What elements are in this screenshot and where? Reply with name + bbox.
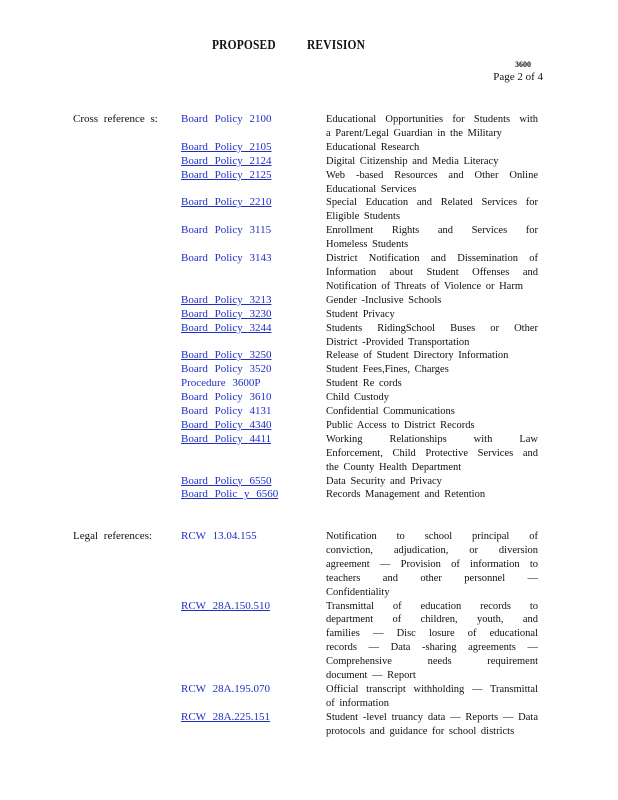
cross-ref-link[interactable]: Board Policy 3115 bbox=[181, 224, 272, 237]
cross-ref-description-line: Educational Research bbox=[326, 141, 420, 153]
cross-ref-row bbox=[0, 252, 618, 294]
cross-ref-description-line: Student Fees,Fines, Charges bbox=[326, 364, 449, 376]
cross-ref-description bbox=[326, 363, 538, 377]
title-revision: REVISION bbox=[306, 38, 366, 53]
cross-references-section bbox=[0, 113, 618, 502]
cross-ref-description bbox=[326, 294, 538, 308]
cross-ref-description-line: District -Provided Transportation bbox=[326, 336, 470, 348]
cross-ref-link[interactable]: Board Policy 4340 bbox=[181, 418, 272, 431]
legal-ref-description-line: teachers and other personnel — bbox=[326, 572, 538, 584]
cross-ref-row bbox=[0, 155, 618, 169]
cross-ref-description-line: Notification of Threats of Violence or Harm bbox=[326, 280, 524, 292]
legal-ref-row bbox=[0, 683, 618, 711]
cross-ref-description-line: a Parent/Legal Guardian in the Military bbox=[326, 127, 502, 139]
legal-ref-row bbox=[0, 530, 618, 600]
legal-ref-row bbox=[0, 711, 618, 739]
cross-ref-row bbox=[0, 391, 618, 405]
cross-ref-description-line: Child Custody bbox=[326, 392, 389, 404]
cross-ref-description-line: Release of Student Directory Information bbox=[326, 350, 509, 362]
cross-ref-description-line: Enrollment Rights and Services for bbox=[326, 225, 538, 237]
legal-references-section bbox=[0, 530, 618, 739]
legal-ref-description-line: agreement — Provision of information to bbox=[326, 558, 538, 570]
legal-ref-description bbox=[326, 600, 538, 683]
cross-ref-row bbox=[0, 433, 618, 475]
cross-ref-row bbox=[0, 322, 618, 350]
legal-ref-description-line: Notification to school principal of bbox=[326, 531, 538, 542]
cross-ref-row bbox=[0, 308, 618, 322]
cross-ref-description-line: Public Access to District Records bbox=[326, 419, 475, 431]
cross-ref-description-line: Student Re cords bbox=[326, 378, 402, 390]
legal-ref-row bbox=[0, 600, 618, 683]
cross-ref-row bbox=[0, 224, 618, 252]
cross-ref-description bbox=[326, 405, 538, 419]
cross-ref-description bbox=[326, 196, 538, 224]
cross-ref-description-line: Digital Citizenship and Media Literacy bbox=[326, 155, 499, 167]
cross-ref-description-line: Special Education and Related Services for bbox=[326, 197, 538, 209]
cross-ref-link[interactable]: Board Policy 2124 bbox=[181, 154, 272, 167]
legal-ref-description-line: conviction, adjudication, or diversion bbox=[326, 544, 538, 556]
cross-ref-description-line: Educational Opportunities for Students with bbox=[326, 114, 538, 125]
legal-ref-description-line: protocols and guidance for school districts bbox=[326, 725, 515, 737]
cross-ref-link[interactable]: Board Policy 2125 bbox=[181, 168, 272, 181]
legal-ref-description-line: Confidentiality bbox=[326, 586, 390, 598]
legal-ref-description-line: of information bbox=[326, 697, 389, 709]
cross-ref-row bbox=[0, 419, 618, 433]
legal-ref-description-line: Comprehensive needs requirement bbox=[326, 656, 538, 668]
cross-ref-row bbox=[0, 349, 618, 363]
cross-ref-description-line: Student Privacy bbox=[326, 308, 395, 320]
cross-ref-description-line: District Notification and Dissemination of bbox=[326, 253, 538, 265]
cross-ref-row bbox=[0, 363, 618, 377]
cross-references-label: Cross reference s: bbox=[73, 113, 158, 125]
cross-ref-link[interactable]: Board Policy 3520 bbox=[181, 363, 272, 376]
cross-ref-description bbox=[326, 391, 538, 405]
cross-ref-description bbox=[326, 155, 538, 169]
cross-ref-description bbox=[326, 113, 538, 141]
cross-ref-link[interactable]: Board Policy 3610 bbox=[181, 391, 272, 404]
cross-ref-link[interactable]: Board Policy 3230 bbox=[181, 307, 272, 320]
legal-ref-description bbox=[326, 530, 538, 600]
legal-ref-link[interactable]: RCW 28A.195.070 bbox=[181, 682, 271, 695]
cross-ref-link[interactable]: Board Polic y 6560 bbox=[181, 488, 279, 501]
cross-ref-row bbox=[0, 113, 618, 141]
cross-ref-description-line: Confidential Communications bbox=[326, 406, 455, 418]
legal-ref-description-line: Student -level truancy data — Reports — Data bbox=[326, 711, 538, 723]
cross-ref-description-line: Enforcement, Child Protective Services and bbox=[326, 447, 538, 459]
cross-ref-description bbox=[326, 377, 538, 391]
cross-ref-description-line: Educational Services bbox=[326, 183, 417, 195]
cross-ref-link[interactable]: Board Policy 2105 bbox=[181, 140, 272, 153]
cross-ref-description-line: Working Relationships with Law bbox=[326, 433, 538, 445]
legal-ref-description-line: records — Data -sharing agreements — bbox=[326, 642, 538, 654]
cross-ref-link[interactable]: Board Policy 2100 bbox=[181, 113, 272, 125]
cross-ref-description bbox=[326, 322, 538, 350]
cross-ref-row bbox=[0, 377, 618, 391]
legal-ref-description-line: document — Report bbox=[326, 670, 416, 682]
cross-ref-row bbox=[0, 141, 618, 155]
cross-ref-link[interactable]: Board Policy 3143 bbox=[181, 252, 272, 265]
cross-ref-description-line: Homeless Students bbox=[326, 239, 409, 251]
cross-ref-row bbox=[0, 294, 618, 308]
cross-ref-link[interactable]: Board Policy 3250 bbox=[181, 349, 272, 362]
cross-ref-description-line: Information about Student Offenses and bbox=[326, 266, 538, 278]
legal-ref-link[interactable]: RCW 28A.150.510 bbox=[181, 599, 271, 612]
cross-ref-description bbox=[326, 419, 538, 433]
title-proposed: PROPOSED bbox=[212, 38, 276, 53]
cross-ref-description bbox=[326, 433, 538, 475]
cross-ref-row bbox=[0, 475, 618, 489]
cross-ref-row bbox=[0, 196, 618, 224]
legal-references-label: Legal references: bbox=[73, 530, 153, 542]
cross-ref-link[interactable]: Board Policy 4131 bbox=[181, 405, 272, 418]
cross-ref-description bbox=[326, 224, 538, 252]
cross-ref-link[interactable]: Procedure 3600P bbox=[181, 377, 261, 390]
cross-ref-link[interactable]: Board Policy 4411 bbox=[181, 432, 272, 445]
page-number: Page 2 of 4 bbox=[493, 71, 543, 83]
legal-ref-description bbox=[326, 683, 538, 711]
legal-ref-description-line: families — Disc losure of educational bbox=[326, 628, 538, 640]
cross-ref-description bbox=[326, 252, 538, 294]
cross-ref-description bbox=[326, 308, 538, 322]
cross-ref-description bbox=[326, 141, 538, 155]
cross-ref-description-line: Eligible Students bbox=[326, 211, 401, 223]
legal-ref-link[interactable]: RCW 28A.225.151 bbox=[181, 710, 271, 723]
cross-ref-description-line: Gender -Inclusive Schools bbox=[326, 294, 442, 306]
cross-ref-description-line: the County Health Department bbox=[326, 461, 462, 473]
legal-ref-description-line: Transmittal of education records to bbox=[326, 600, 538, 612]
cross-ref-link[interactable]: Board Policy 3213 bbox=[181, 293, 272, 306]
cross-ref-description-line: Data Security and Privacy bbox=[326, 475, 442, 487]
legal-ref-link[interactable]: RCW 13.04.155 bbox=[181, 530, 257, 542]
cross-ref-link[interactable]: Board Policy 3244 bbox=[181, 321, 272, 334]
policy-number: 3600 bbox=[515, 60, 531, 69]
cross-ref-description bbox=[326, 475, 538, 489]
legal-ref-description bbox=[326, 711, 538, 739]
cross-ref-link[interactable]: Board Policy 6550 bbox=[181, 474, 272, 487]
cross-ref-row bbox=[0, 405, 618, 419]
cross-ref-description-line: Students RidingSchool Buses or Other bbox=[326, 322, 538, 334]
legal-ref-description-line: Official transcript withholding — Transmittal bbox=[326, 683, 538, 695]
legal-ref-description-line: department of children, youth, and bbox=[326, 614, 538, 626]
document-title bbox=[212, 38, 365, 54]
cross-ref-row bbox=[0, 488, 618, 502]
cross-ref-description-line: Records Management and Retention bbox=[326, 489, 486, 501]
cross-ref-row bbox=[0, 169, 618, 197]
cross-ref-description bbox=[326, 169, 538, 197]
cross-ref-description bbox=[326, 488, 538, 502]
cross-ref-description-line: Web -based Resources and Other Online bbox=[326, 169, 538, 181]
cross-ref-link[interactable]: Board Policy 2210 bbox=[181, 196, 272, 209]
cross-ref-description bbox=[326, 349, 538, 363]
